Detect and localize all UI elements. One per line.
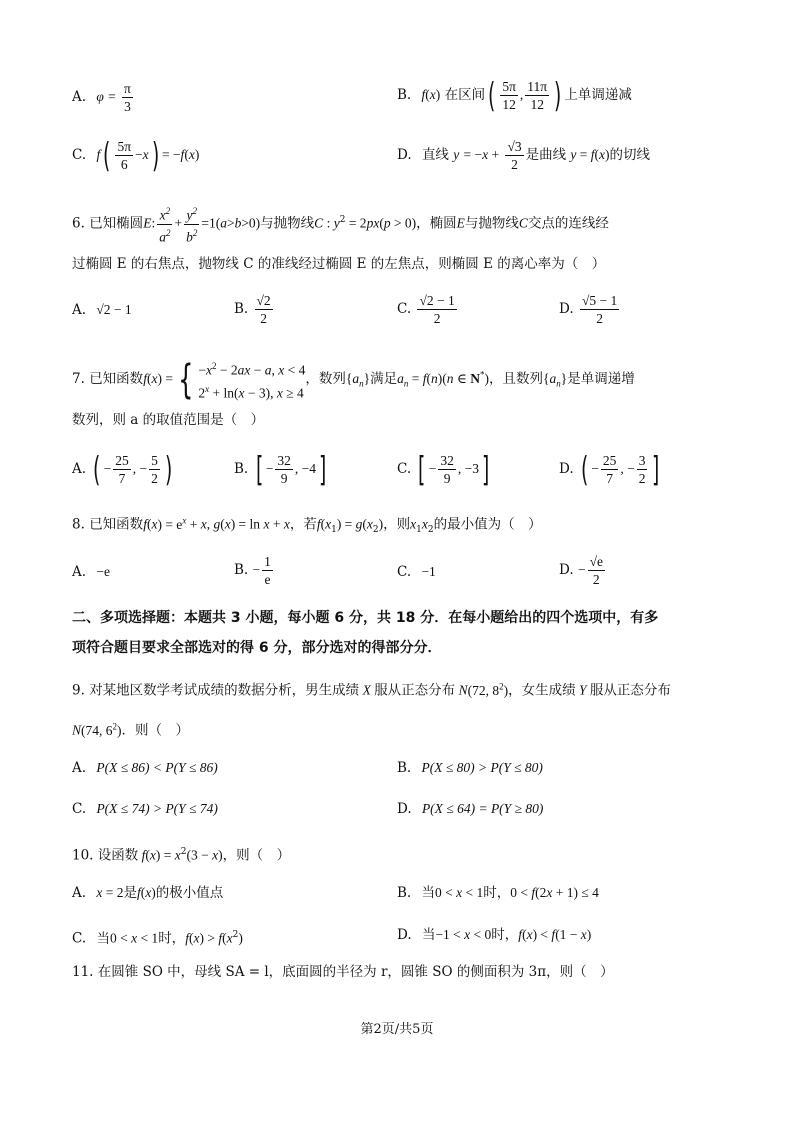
q7-stem-line2: 数列，则 a 的取值范围是（ ） <box>72 412 265 428</box>
page-footer: 第2页/共5页 <box>360 1022 434 1037</box>
q10-option-b: B. 当0 < x < 1时，0 < f(2x + 1) ≤ 4 <box>397 885 599 901</box>
q10-option-c: C. 当0 < x < 1时，$f(x) > f(x^2)$ <box>72 930 243 947</box>
q5-option-d: D. 直线 y = −x + $\frac{√3}{2}$ 是曲线 y = f(x)的切线 <box>397 139 651 172</box>
q7-option-d: D. ( − $\frac{25}{7}$ , − $\frac{3}{2}$ ] <box>559 449 660 490</box>
q7-option-a: A. ( − $\frac{25}{7}$ , − $\frac{5}{2}$ ) <box>72 449 173 490</box>
q6-stem-line2: 过椭圆 E 的右焦点，抛物线 C 的准线经过椭圆 E 的左焦点，则椭圆 E 的离心率为（ ） <box>72 256 606 272</box>
q10-option-a: A. x = 2是f(x)的极小值点 <box>72 885 224 901</box>
q8-stem: 8. 已知函数$f(x) = e^x + x$, g(x) = ln x + x，若$f(x_1) = g(x_2)$，则$x_1x_2$的最小值为（ ） <box>72 515 542 536</box>
q9-stem-line2: N(74, $6^2$)．则（ ） <box>72 721 190 739</box>
q9-option-c: C. P(X ≤ 74) > P(Y ≤ 74) <box>72 801 218 817</box>
q7-option-c: C. [ − $\frac{32}{9}$ , −3] <box>397 449 490 490</box>
q6-option-b: B. $\frac{√2}{2}$ <box>234 293 271 326</box>
q8-option-d: D. − $\frac{√e}{2}$ <box>559 554 603 587</box>
q6-stem-line1: 6. 已知椭圆E: $\frac{x^2}{a^2}$ + $\frac{y^2}{b^2}$ =1(a>b>0)与抛物线C : $y^2 = 2px(p > 0)$，椭圆E与抛物线C交点的连线经 <box>72 203 609 245</box>
q7-option-b: B. [ − $\frac{32}{9}$ , −4] <box>234 449 327 490</box>
q6-option-a: A. √2 − 1 <box>72 302 132 318</box>
section-2-heading-line1: 二、多项选择题：本题共 3 小题，每小题 6 分，共 18 分．在每小题给出的四个选项中，有多 <box>72 610 659 626</box>
q7-stem-line1: 7. 已知函数f(x) = { $-x^2 - 2ax - a$, x < 4 $2^x + \ln(x - 3)$, x ≥ 4 ，数列$\{a_n\}$满足$a_n = f(n)(n$ ∈ N*)，且数列$\{a_n\}$是单调递增 <box>72 356 635 403</box>
q9-option-b: B. P(X ≤ 80) > P(Y ≤ 80) <box>397 760 543 776</box>
section-2-heading-line2: 项符合题目要求全部选对的得 6 分，部分选对的得部分分． <box>72 640 442 656</box>
q8-option-a: A. −e <box>72 564 110 580</box>
q11-stem: 11. 在圆锥 SO 中，母线 SA = l，底面圆的半径为 r，圆锥 SO 的侧面积为 3π，则（ ） <box>72 964 614 980</box>
q10-option-d: D. 当−1 < x < 0时，f(x) < f(1 − x) <box>397 927 592 943</box>
q10-stem: 10. 设函数 $f(x) = x^2(3 - x)$，则（ ） <box>72 847 291 864</box>
q6-option-c: C. $\frac{√2 - 1}{2}$ <box>397 293 455 326</box>
q5-option-b: B. f(x) 在区间( $\frac{5\pi}{12}$ , $\frac{11\pi}{12}$ ) 上单调递减 <box>397 75 632 116</box>
q9-stem-line1: 9. 对某地区数学考试成绩的数据分析，男生成绩 X 服从正态分布 N(72, $8^2$)，女生成绩 Y 服从正态分布 <box>72 681 671 699</box>
q8-option-b: B. − $\frac{1}{e}$ <box>234 554 271 587</box>
q9-option-a: A. P(X ≤ 86) < P(Y ≤ 86) <box>72 760 218 776</box>
q9-option-d: D. P(X ≤ 64) = P(Y ≥ 80) <box>397 801 544 817</box>
q5-option-c: C. f( $\frac{5\pi}{6}$ −x) = −f(x) <box>72 135 200 176</box>
q5-option-a: A. φ = $\frac{\pi}{3}$ <box>72 81 131 114</box>
q8-option-c: C. −1 <box>397 564 436 580</box>
q6-option-d: D. $\frac{√5 - 1}{2}$ <box>559 293 618 326</box>
